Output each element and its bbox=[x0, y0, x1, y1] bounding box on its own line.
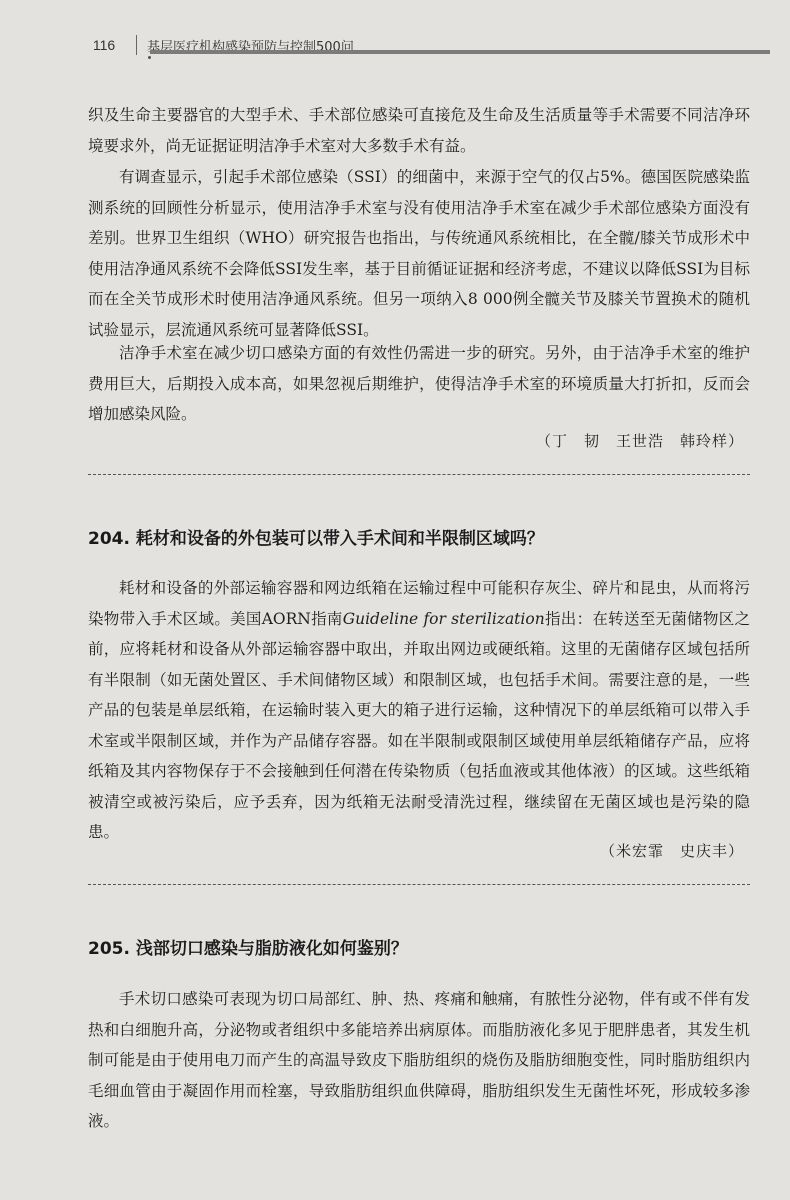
page-number: 116 bbox=[92, 37, 116, 53]
section-divider-1 bbox=[88, 474, 750, 475]
section-204-text-a: 耗材和设备的外部运输容器和网边纸箱在运输过程中可能积存灰尘、碎片和昆虫，从而将污染物带入手术区域。美国AORN指南 bbox=[88, 579, 750, 628]
section-203-authors: （丁 韧 王世浩 韩玲样） bbox=[535, 432, 744, 450]
header-separator bbox=[136, 35, 137, 55]
header-rule bbox=[150, 50, 770, 54]
section-203-para-2: 有调查显示，引起手术部位感染（SSI）的细菌中，来源于空气的仅占5%。德国医院感染监测系统的回顾性分析显示，使用洁净手术室与没有使用洁净手术室在减少手术部位感染方面没有差别。世界卫生组织（WHO）研究报告也指出，与传统通风系统相比，在全髋/膝关节成形术中使用洁净通风系统不会降低SSI发生率，基于目前循证证据和经济考虑，不建议以降低SSI为目标而在全关节成形术时使用洁净通风系统。但另一项纳入8 000例全髋关节及膝关节置换术的随机试验显示，层流通风系统可显著降低SSI。 bbox=[88, 168, 750, 339]
section-203-para-1: 织及生命主要器官的大型手术、手术部位感染可直接危及生命及生活质量等手术需要不同洁净环境要求外，尚无证据证明洁净手术室对大多数手术有益。 bbox=[88, 106, 750, 155]
section-203-para-3: 洁净手术室在减少切口感染方面的有效性仍需进一步的研究。另外，由于洁净手术室的维护费用巨大，后期投入成本高，如果忽视后期维护，使得洁净手术室的环境质量大打折扣，反而会增加感染风险。 bbox=[88, 344, 750, 423]
header-dot bbox=[148, 56, 151, 59]
section-divider-2 bbox=[88, 884, 750, 885]
guideline-title: Guideline for sterilization bbox=[342, 609, 545, 628]
section-204-authors: （米宏霏 史庆丰） bbox=[599, 842, 744, 860]
question-204-title: 204. 耗材和设备的外包装可以带入手术间和半限制区域吗？ bbox=[88, 529, 544, 549]
section-205-para-1: 手术切口感染可表现为切口局部红、肿、热、疼痛和触痛，有脓性分泌物，伴有或不伴有发热和白细胞升高，分泌物或者组织中多能培养出病原体。而脂肪液化多见于肥胖患者，其发生机制可能是由于使用电刀而产生的高温导致皮下脂肪组织的烧伤及脂肪细胞变性，同时脂肪组织内毛细血管由于凝固作用而栓塞，导致脂肪组织血供障碍，脂肪组织发生无菌性坏死，形成较多渗液。 bbox=[88, 990, 750, 1130]
section-204-text-b: 指出：在转送至无菌储物区之前，应将耗材和设备从外部运输容器中取出，并取出网边或硬纸箱。这里的无菌储存区域包括所有半限制（如无菌处置区、手术间储物区域）和限制区域，也包括手术间。需要注意的是，一些产品的包装是单层纸箱，在运输时装入更大的箱子进行运输，这种情况下的单层纸箱可以带入手术室或半限制区域，并作为产品储存容器。如在半限制或限制区域使用单层纸箱储存产品，应将纸箱及其内容物保存于不会接触到任何潜在传染物质（包括血液或其他体液）的区域。这些纸箱被清空或被污染后，应予丢弃，因为纸箱无法耐受清洗过程，继续留在无菌区域也是污染的隐患。 bbox=[88, 609, 750, 841]
book-title: 基层医疗机构感染预防与控制500问 bbox=[147, 39, 354, 55]
question-205-title: 205. 浅部切口感染与脂肪液化如何鉴别？ bbox=[88, 939, 408, 959]
section-204-para-1 bbox=[88, 573, 750, 848]
